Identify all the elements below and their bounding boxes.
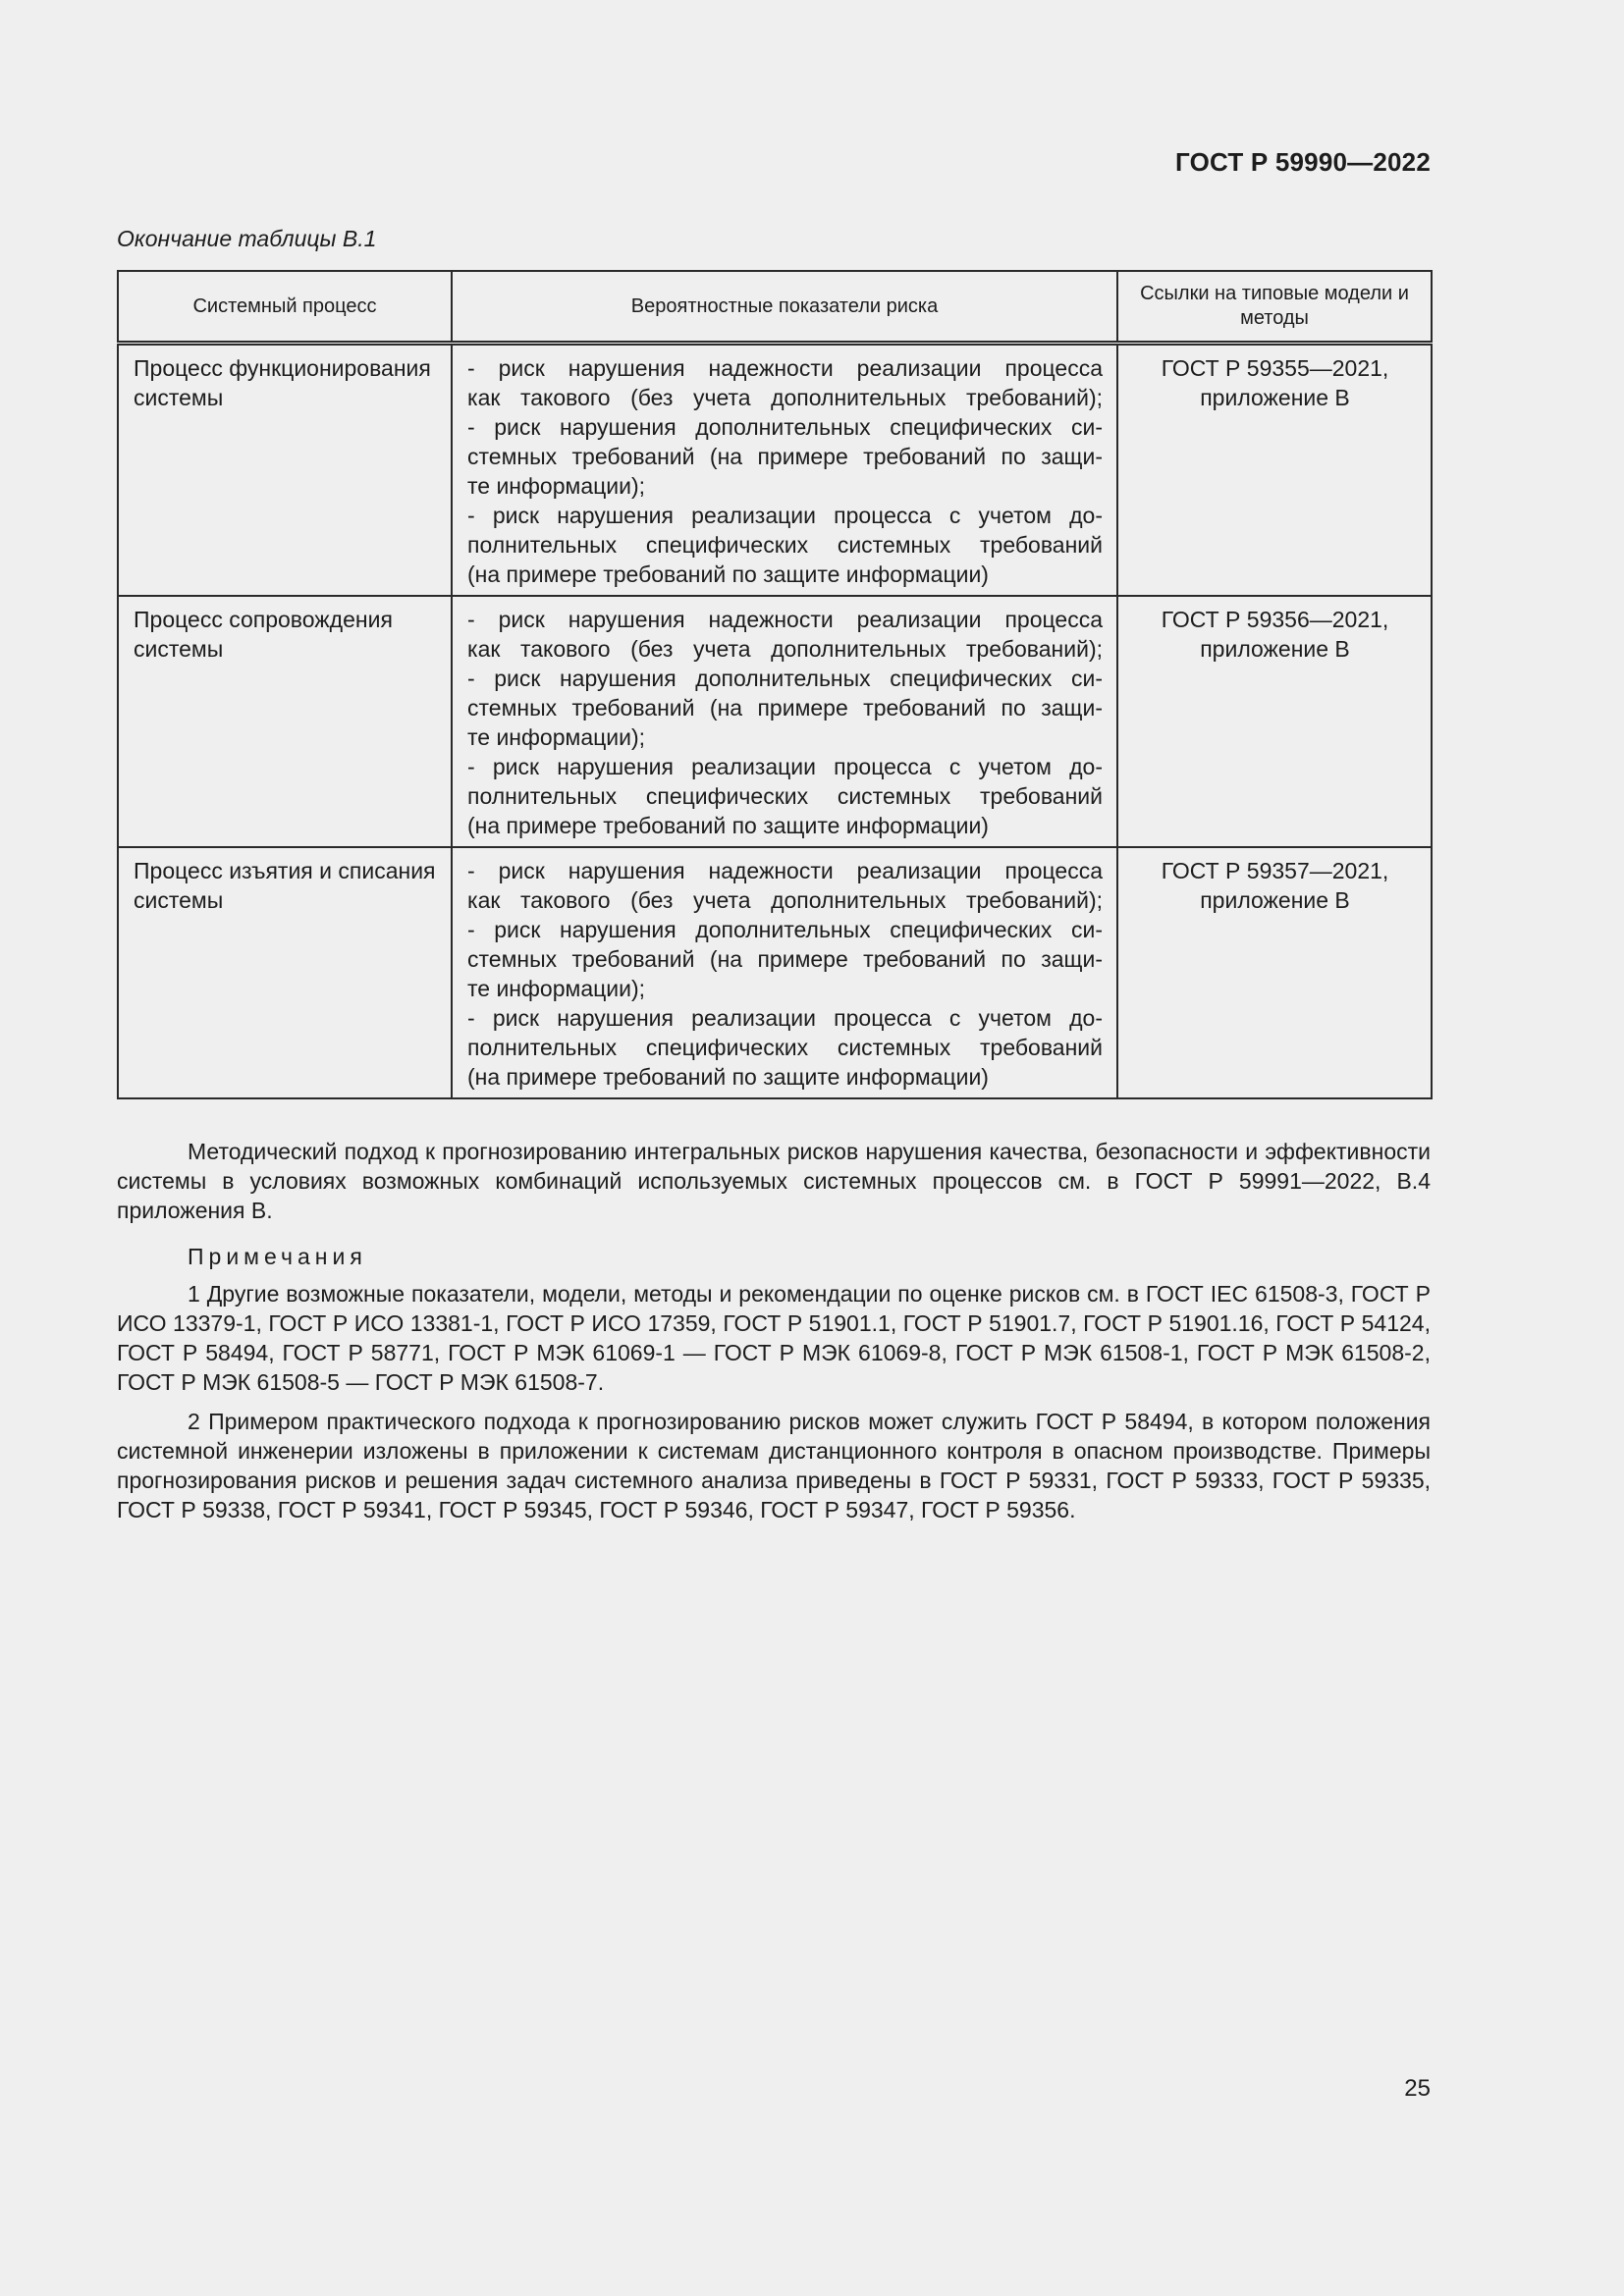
risk-line: - риск нарушения надежности реализации процесса xyxy=(467,858,1103,883)
risk-line: (на примере требований по защите информации) xyxy=(467,1064,989,1090)
table-row xyxy=(118,596,1432,847)
ref-standard: ГОСТ Р 59357—2021, xyxy=(1161,858,1389,883)
process-name: Процесс функционирования системы xyxy=(134,355,431,410)
risk-line: как такового (без учета дополнительных требований); xyxy=(467,887,1103,913)
process-name: Процесс изъятия и списания системы xyxy=(134,858,436,913)
risk-line: - риск нарушения реализации процесса с учетом до- xyxy=(467,754,1103,779)
risk-line: - риск нарушения дополнительных специфических си- xyxy=(467,666,1103,691)
column-header-refs: Ссылки на типовые модели и методы xyxy=(1117,271,1432,344)
process-cell xyxy=(118,596,452,847)
column-header-risk: Вероятностные показатели риска xyxy=(452,271,1117,344)
risk-line: те информации); xyxy=(467,724,646,750)
risk-line: (на примере требований по защите информации) xyxy=(467,813,989,838)
page-number: 25 xyxy=(1404,2075,1431,2102)
risk-line: стемных требований (на примере требований по защи- xyxy=(467,695,1103,721)
risk-line: - риск нарушения дополнительных специфических си- xyxy=(467,917,1103,942)
risk-line: стемных требований (на примере требований по защи- xyxy=(467,946,1103,972)
risk-line: как такового (без учета дополнительных требований); xyxy=(467,636,1103,662)
table-caption: Окончание таблицы В.1 xyxy=(117,226,377,251)
ref-annex: приложение В xyxy=(1200,636,1350,662)
ref-standard: ГОСТ Р 59356—2021, xyxy=(1161,607,1389,632)
risk-line: полнительных специфических системных требований xyxy=(467,1035,1103,1060)
process-cell xyxy=(118,847,452,1098)
ref-annex: приложение В xyxy=(1200,887,1350,913)
risk-line: полнительных специфических системных требований xyxy=(467,783,1103,809)
risk-line: - риск нарушения надежности реализации процесса xyxy=(467,607,1103,632)
table-header-row xyxy=(118,271,1432,344)
risk-cell xyxy=(452,596,1117,847)
table-row xyxy=(118,847,1432,1098)
risk-line: те информации); xyxy=(467,473,646,499)
note-2: 2 Примером практического подхода к прогнозированию рисков может служить ГОСТ Р 58494, в котором положения системной инженерии изложены в приложении к системам дистанционного контроля в опасном производстве. Примеры прогнозирования рисков и решения задач системного анализа приведены в ГОСТ Р 59331, ГОСТ Р 59333, ГОСТ Р 59335, ГОСТ Р 59338, ГОСТ Р 59341, ГОСТ Р 59345, ГОСТ Р 59346, ГОСТ Р 59347, ГОСТ Р 59356. xyxy=(117,1409,1431,1522)
risk-table xyxy=(117,270,1433,1099)
risk-cell xyxy=(452,847,1117,1098)
risk-line: те информации); xyxy=(467,976,646,1001)
ref-standard: ГОСТ Р 59355—2021, xyxy=(1161,355,1389,381)
notes-heading: Примечания xyxy=(188,1244,367,1269)
risk-line: - риск нарушения дополнительных специфических си- xyxy=(467,414,1103,440)
risk-cell xyxy=(452,344,1117,597)
column-header-process: Системный процесс xyxy=(118,271,452,344)
refs-cell xyxy=(1117,847,1432,1098)
risk-line: как такового (без учета дополнительных требований); xyxy=(467,385,1103,410)
table-row xyxy=(118,344,1432,597)
process-cell xyxy=(118,344,452,597)
risk-line: полнительных специфических системных требований xyxy=(467,532,1103,558)
risk-line: (на примере требований по защите информации) xyxy=(467,561,989,587)
note-1: 1 Другие возможные показатели, модели, методы и рекомендации по оценке рисков см. в ГОСТ IEC 61508-3, ГОСТ Р ИСО 13379-1, ГОСТ Р ИСО 13381-1, ГОСТ Р ИСО 17359, ГОСТ Р 51901.1, ГОСТ Р 51901.7, ГОСТ Р 51901.16, ГОСТ Р 54124, ГОСТ Р 58494, ГОСТ Р 58771, ГОСТ Р МЭК 61069-1 — ГОСТ Р МЭК 61069-8, ГОСТ Р МЭК 61508-1, ГОСТ Р МЭК 61508-2, ГОСТ Р МЭК 61508-5 — ГОСТ Р МЭК 61508-7. xyxy=(117,1281,1431,1395)
risk-line: - риск нарушения реализации процесса с учетом до- xyxy=(467,503,1103,528)
ref-annex: приложение В xyxy=(1200,385,1350,410)
document-code: ГОСТ Р 59990—2022 xyxy=(1175,147,1431,177)
methodology-paragraph: Методический подход к прогнозированию интегральных рисков нарушения качества, безопасности и эффективности системы в условиях возможных комбинаций используемых системных процессов см. в ГОСТ Р 59991—2022, В.4 приложения В. xyxy=(117,1139,1431,1223)
risk-line: - риск нарушения надежности реализации процесса xyxy=(467,355,1103,381)
process-name: Процесс сопровождения системы xyxy=(134,607,393,662)
refs-cell xyxy=(1117,344,1432,597)
refs-cell xyxy=(1117,596,1432,847)
risk-line: - риск нарушения реализации процесса с учетом до- xyxy=(467,1005,1103,1031)
risk-line: стемных требований (на примере требований по защи- xyxy=(467,444,1103,469)
